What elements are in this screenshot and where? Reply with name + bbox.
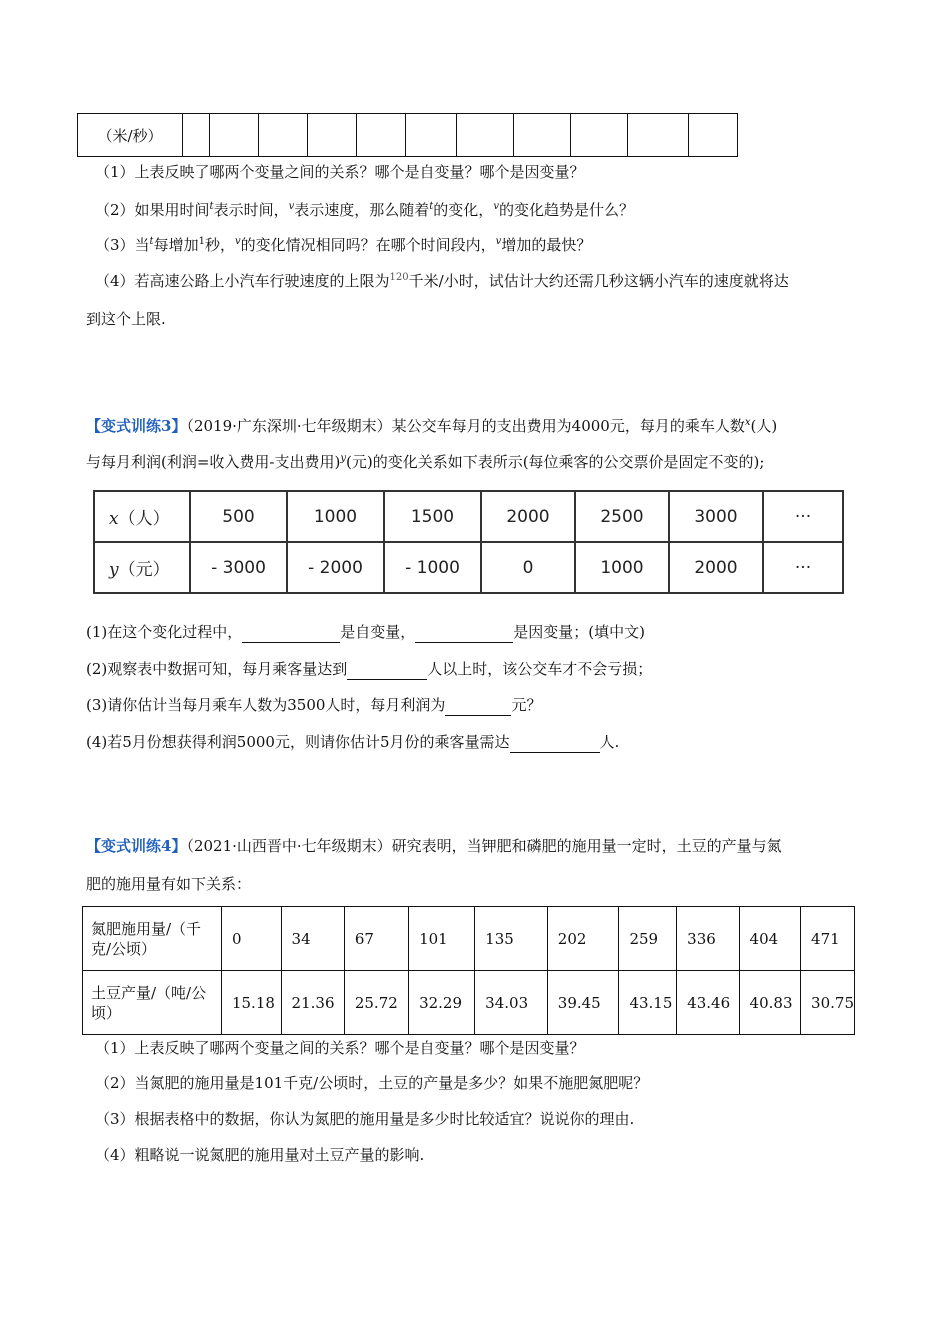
table-cell: 404 [739, 907, 801, 971]
var-t: t [429, 201, 434, 212]
table-cell: 0 [221, 907, 281, 971]
table-cell: 1500 [384, 491, 481, 542]
table-cell: 135 [475, 907, 548, 971]
table-cell: 2500 [575, 491, 669, 542]
section2-question-1 [86, 622, 645, 643]
table-cell: 500 [190, 491, 287, 542]
question-1: （1）上表反映了哪两个变量之间的关系？哪个是自变量？哪个是因变量？ [95, 163, 585, 181]
speed-label-cell: （米/秒） [78, 114, 183, 157]
table-cell [259, 114, 308, 157]
section2-intro [86, 413, 777, 436]
table-cell: 0 [481, 542, 575, 593]
table-cell: 336 [677, 907, 739, 971]
section2-question-4 [86, 732, 619, 753]
answer-blank[interactable] [445, 695, 511, 716]
row-header: 土豆产量/（吨/公顷） [83, 971, 222, 1035]
text: 表示速度，那么随着 [294, 201, 430, 219]
table-cell [571, 114, 628, 157]
table-row [83, 971, 855, 1035]
table-cell: 3000 [669, 491, 763, 542]
table-cell [457, 114, 514, 157]
table-cell [689, 114, 738, 157]
potato-fertilizer-table [82, 906, 855, 1035]
question-2 [95, 197, 634, 220]
table-row [83, 907, 855, 971]
var-v: v [234, 236, 241, 247]
question-4 [95, 268, 789, 291]
section2-question-3 [86, 695, 541, 716]
text: (人) [750, 417, 778, 435]
table-cell: ··· [763, 542, 843, 593]
text: 与每月利润(利润=收入费用-支出费用) [86, 453, 341, 471]
exercise-tag: 【变式训练4】 [86, 837, 187, 855]
var-y: y [109, 560, 119, 580]
table-cell [628, 114, 689, 157]
answer-blank[interactable] [242, 622, 340, 643]
table-cell: 39.45 [547, 971, 619, 1035]
row-header [94, 491, 190, 542]
table-row [94, 491, 843, 542]
var-t: t [149, 236, 154, 247]
unit: （元） [118, 560, 170, 580]
table-cell: 101 [409, 907, 475, 971]
section2-intro-2 [86, 449, 764, 472]
table-cell: 43.46 [677, 971, 739, 1035]
row-header [94, 542, 190, 593]
table-cell: 34.03 [475, 971, 548, 1035]
table-row [78, 114, 738, 157]
bus-profit-table [93, 490, 844, 594]
table-cell: - 1000 [384, 542, 481, 593]
table-cell: 32.29 [409, 971, 475, 1035]
table-cell: - 2000 [287, 542, 384, 593]
text: （3）当 [95, 236, 150, 254]
answer-blank[interactable] [415, 622, 513, 643]
text: （2021·山西晋中·七年级期末）研究表明，当钾肥和磷肥的施用量一定时，土豆的产量与氮 [186, 837, 782, 855]
table-cell: 30.75 [801, 971, 855, 1035]
table-cell: - 3000 [190, 542, 287, 593]
table-cell: 1000 [287, 491, 384, 542]
section3-intro-2: 肥的施用量有如下关系： [86, 875, 252, 893]
section3-question-3: （3）根据表格中的数据，你认为氮肥的施用量是多少时比较适宜？说说你的理由. [95, 1110, 635, 1128]
table-cell: 2000 [481, 491, 575, 542]
table-cell [308, 114, 357, 157]
section3-intro [86, 836, 782, 856]
var-y: y [340, 453, 346, 464]
text: 的变化， [433, 201, 494, 219]
var-v: v [493, 201, 499, 212]
table-cell: 1000 [575, 542, 669, 593]
exercise-tag: 【变式训练3】 [86, 417, 187, 435]
text: (元)的变化关系如下表所示(每位乘客的公交票价是固定不变的); [346, 453, 765, 471]
text: 人以上时，该公交车才不会亏损； [427, 660, 653, 678]
speed-table [77, 113, 738, 157]
question-3 [95, 232, 591, 255]
table-cell: 40.83 [739, 971, 801, 1035]
var-x: x [744, 417, 751, 428]
var-v: v [288, 201, 295, 212]
text: 是因变量；(填中文) [513, 623, 645, 641]
answer-blank[interactable] [510, 732, 600, 753]
table-cell [183, 114, 210, 157]
row-header: 氮肥施用量/（千克/公顷） [83, 907, 222, 971]
text: 是自变量， [340, 623, 416, 641]
table-cell: 21.36 [281, 971, 344, 1035]
unit: （人） [118, 509, 170, 529]
text: （2）如果用时间 [95, 201, 210, 219]
table-cell: 43.15 [619, 971, 677, 1035]
text: 千米/小时，试估计大约还需几秒这辆小汽车的速度就将达 [408, 272, 789, 290]
table-cell: 2000 [669, 542, 763, 593]
text: (3)请你估计当每月乘车人数为3500人时，每月利润为 [86, 696, 446, 714]
text: 人. [599, 733, 620, 751]
text: 增加的最快？ [501, 236, 592, 254]
table-cell [210, 114, 259, 157]
table-cell: 259 [619, 907, 677, 971]
var-v: v [495, 236, 502, 247]
table-cell: 34 [281, 907, 344, 971]
table-cell: 15.18 [221, 971, 281, 1035]
text: （2019·广东深圳·七年级期末）某公交车每月的支出费用为4000元，每月的乘车人数 [186, 417, 745, 435]
section3-question-2: （2）当氮肥的施用量是101千克/公顷时，土豆的产量是多少？如果不施肥氮肥呢？ [95, 1074, 649, 1092]
answer-blank[interactable] [347, 659, 427, 680]
table-cell: 202 [547, 907, 619, 971]
text: （4）若高速公路上小汽车行驶速度的上限为 [95, 272, 390, 290]
table-cell: 67 [344, 907, 408, 971]
text: 表示时间， [213, 201, 289, 219]
text: 每增加 [153, 236, 199, 254]
text: (1)在这个变化过程中， [86, 623, 243, 641]
text: 的变化趋势是什么？ [498, 201, 634, 219]
table-cell: 25.72 [344, 971, 408, 1035]
table-cell [514, 114, 571, 157]
table-cell [406, 114, 457, 157]
section2-question-2 [86, 659, 652, 680]
table-cell: 471 [801, 907, 855, 971]
var-t: t [209, 201, 214, 212]
text: 秒， [204, 236, 235, 254]
section3-question-1: （1）上表反映了哪两个变量之间的关系？哪个是自变量？哪个是因变量？ [95, 1039, 585, 1057]
table-row [94, 542, 843, 593]
text: 的变化情况相同吗？在哪个时间段内， [240, 236, 496, 254]
var-x: x [109, 509, 119, 529]
section3-question-4: （4）粗略说一说氮肥的施用量对土豆产量的影响. [95, 1146, 425, 1164]
table-cell: ··· [763, 491, 843, 542]
number: 120 [389, 272, 409, 283]
question-4-cont: 到这个上限. [86, 310, 166, 328]
text: (4)若5月份想获得利润5000元，则请你估计5月份的乘客量需达 [86, 733, 510, 751]
table-cell [357, 114, 406, 157]
text: (2)观察表中数据可知，每月乘客量达到 [86, 660, 348, 678]
text: 元？ [511, 696, 542, 714]
number: 1 [198, 236, 205, 247]
